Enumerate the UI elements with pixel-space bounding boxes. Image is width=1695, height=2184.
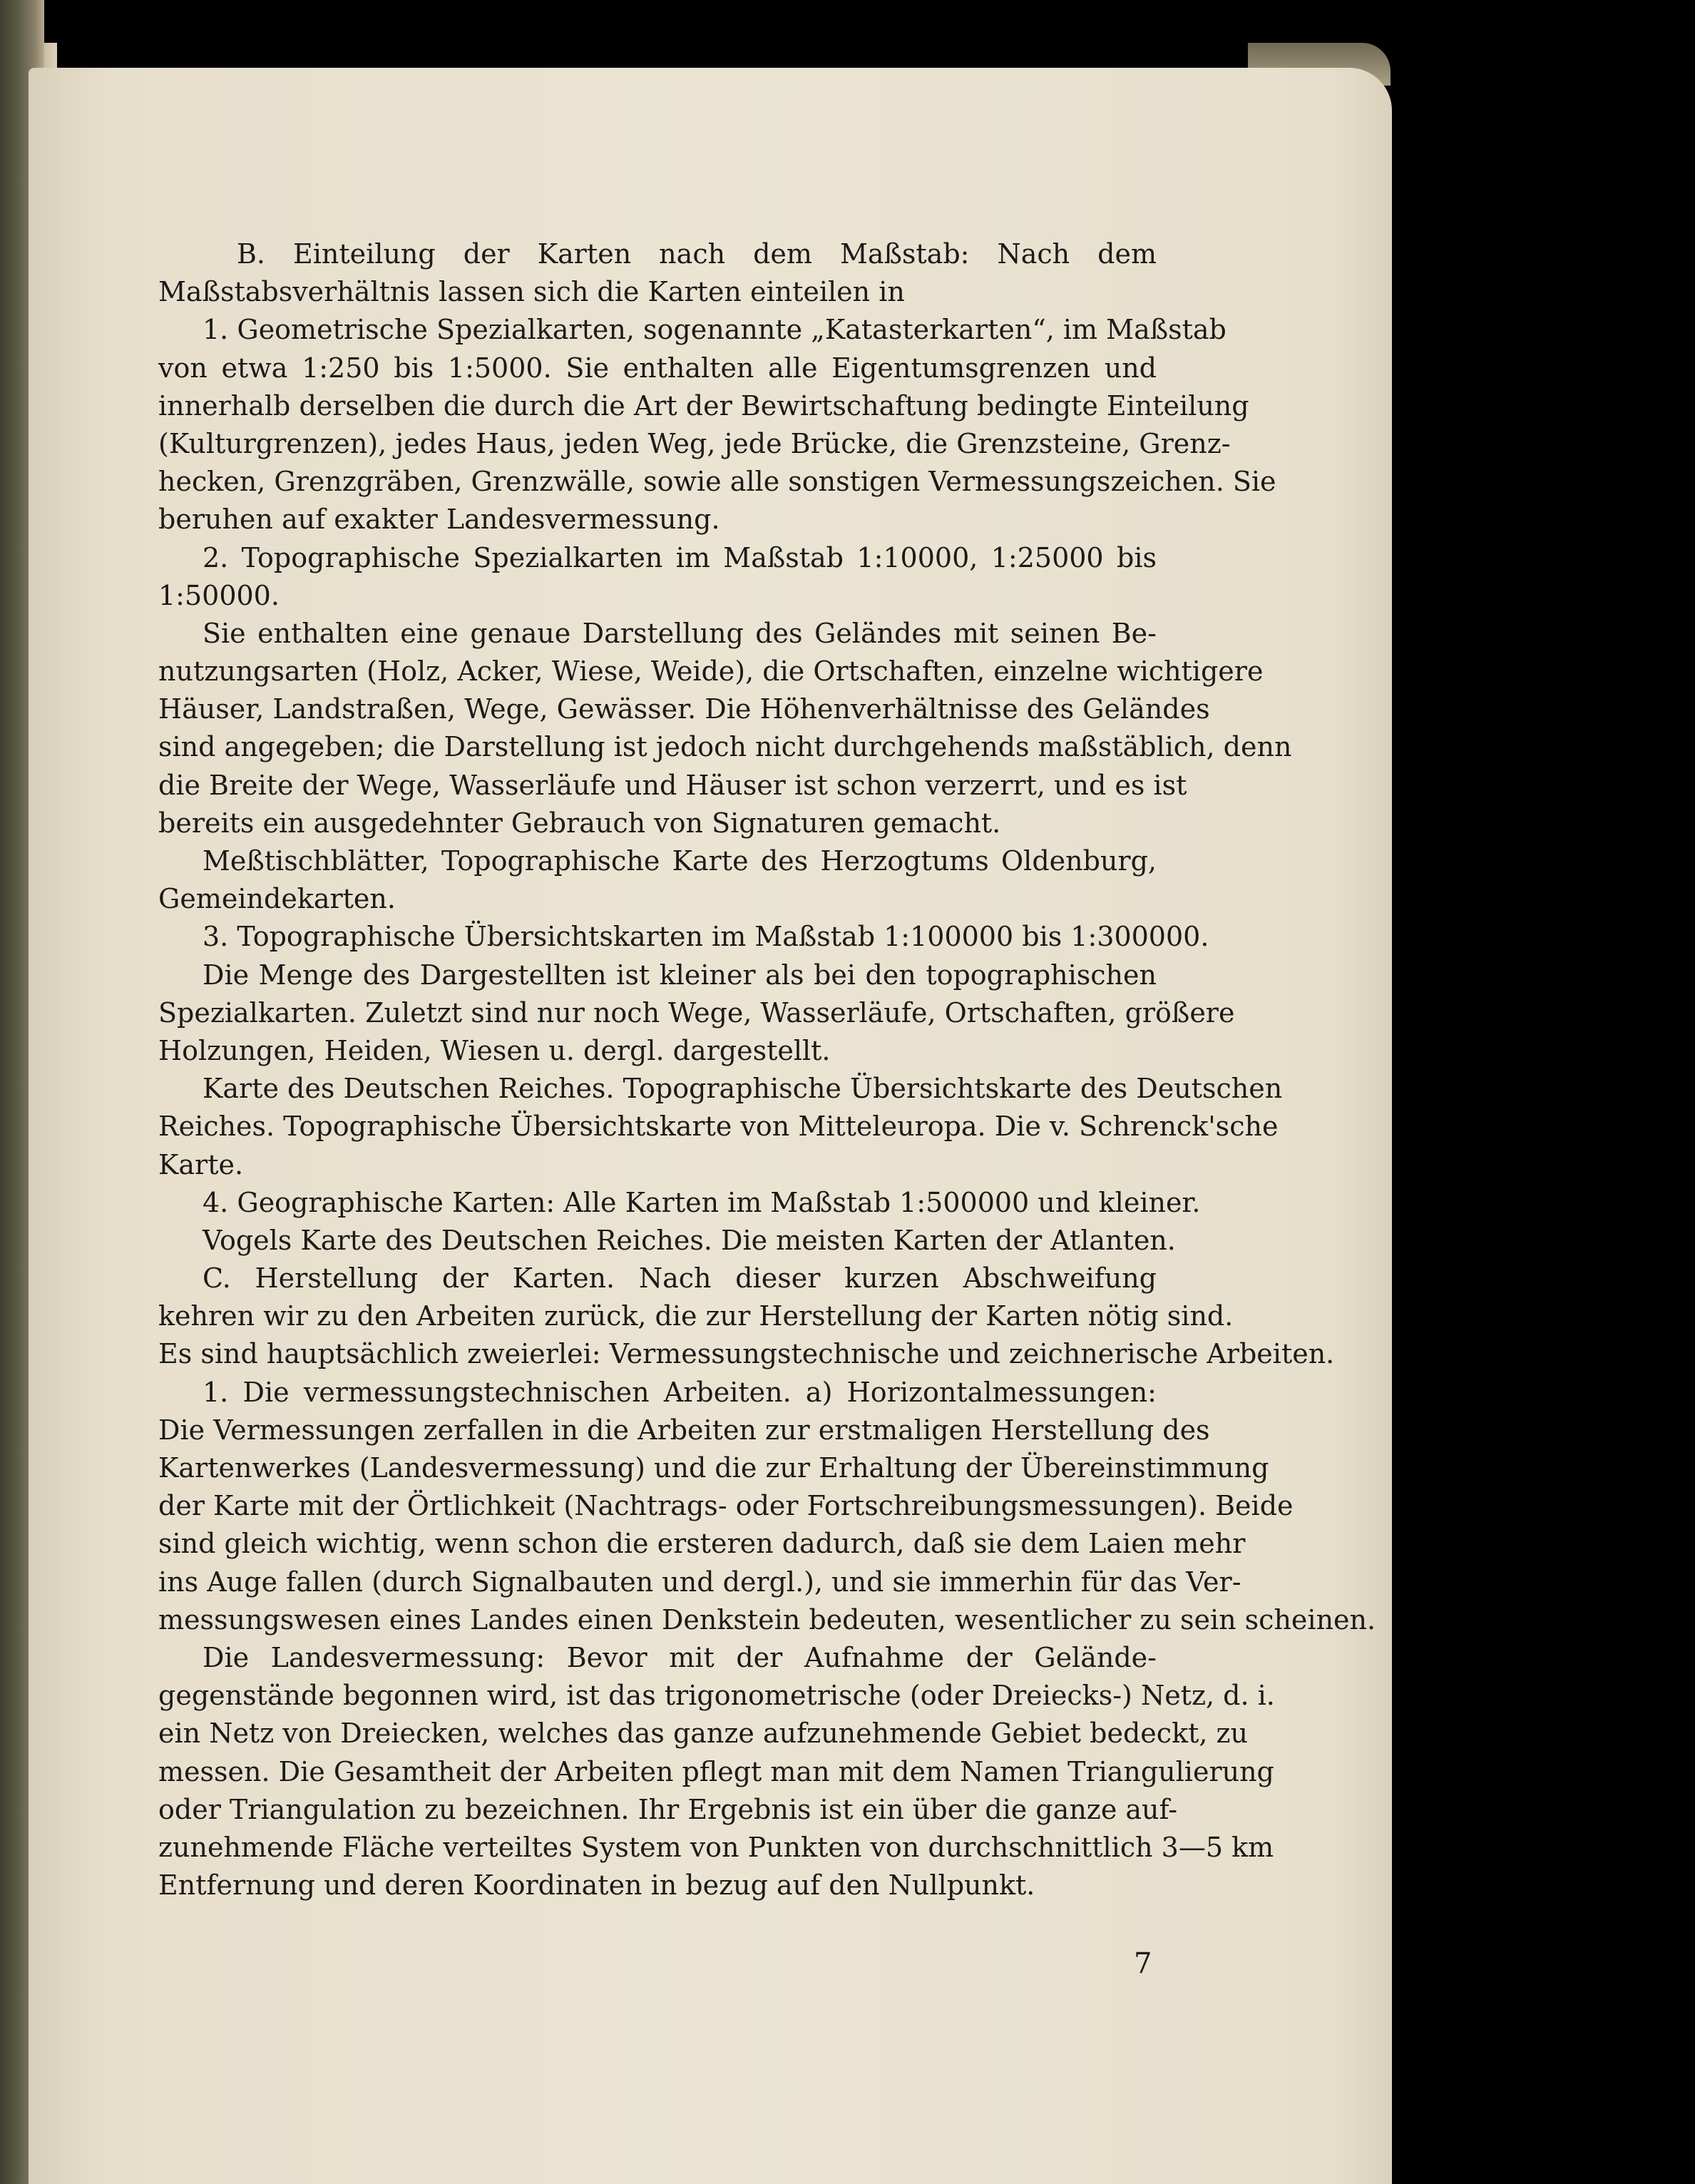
text-line: Die Landesvermessung: Bevor mit der Aufnahme der Gelände- [203, 1641, 1157, 1673]
text-line: Karte des Deutschen Reiches. Topographische Übersichtskarte des Deutschen [203, 1073, 1283, 1105]
text-line: ins Auge fallen (durch Signalbauten und dergl.), und sie immerhin für das Ver- [158, 1566, 1241, 1598]
text-line: zunehmende Fläche verteiltes System von Punkten von durchschnittlich 3—5 km [158, 1831, 1274, 1863]
text-line: 1. Die vermessungstechnischen Arbeiten. a) Horizontalmessungen: [203, 1376, 1157, 1408]
text-line: 1. Geometrische Spezialkarten, sogenannte „Katasterkarten“, im Maßstab [203, 314, 1227, 346]
text-line: gegenstände begonnen wird, ist das trigonometrische (oder Dreiecks-) Netz, d. i. [158, 1680, 1275, 1712]
text-line: Meßtischblätter, Topographische Karte des Herzogtums Oldenburg, [203, 845, 1157, 877]
text-line: hecken, Grenzgräben, Grenzwälle, sowie alle sonstigen Vermessungszeichen. Sie [158, 466, 1276, 498]
text-line: von etwa 1:250 bis 1:5000. Sie enthalten alle Eigentumsgrenzen und [158, 352, 1157, 384]
text-line: messungswesen eines Landes einen Denkstein bedeuten, wesentlicher zu sein scheinen. [158, 1603, 1376, 1636]
page-number: 7 [1134, 1947, 1152, 1980]
text-line: Entfernung und deren Koordinaten in bezug auf den Nullpunkt. [158, 1869, 1035, 1902]
text-line: sind angegeben; die Darstellung ist jedoch nicht durchgehends maßstäblich, denn [158, 731, 1292, 763]
text-line: ein Netz von Dreiecken, welches das ganze aufzunehmende Gebiet bedeckt, zu [158, 1718, 1249, 1750]
text-line: Reiches. Topographische Übersichtskarte von Mitteleuropa. Die v. Schrenck'sche [158, 1111, 1279, 1143]
text-line: Karte. [158, 1148, 244, 1180]
text-line: Maßstabsverhältnis lassen sich die Karten einteilen in [158, 276, 905, 308]
text-line: messen. Die Gesamtheit der Arbeiten pflegt man mit dem Namen Triangulierung [158, 1755, 1274, 1787]
text-line: beruhen auf exakter Landesvermessung. [158, 504, 720, 536]
text-line: innerhalb derselben die durch die Art der Bewirtschaftung bedingte Einteilung [158, 389, 1249, 422]
text-line: 2. Topographische Spezialkarten im Maßstab 1:10000, 1:25000 bis [203, 541, 1157, 573]
text-line: der Karte mit der Örtlichkeit (Nachtrags- oder Fortschreibungsmessungen). Beide [158, 1490, 1294, 1522]
text-line: 1:50000. [158, 579, 280, 611]
body-text [158, 235, 1376, 1904]
text-line: Spezialkarten. Zuletzt sind nur noch Wege, Wasserläufe, Ortschaften, größere [158, 996, 1235, 1029]
text-line: C. Herstellung der Karten. Nach dieser kurzen Abschweifung [203, 1262, 1157, 1295]
text-line: 3. Topographische Übersichtskarten im Maßstab 1:100000 bis 1:300000. [203, 921, 1209, 953]
text-line: Vogels Karte des Deutschen Reiches. Die meisten Karten der Atlanten. [203, 1224, 1176, 1256]
text-line: Holzungen, Heiden, Wiesen u. dergl. dargestellt. [158, 1034, 831, 1066]
text-line: Häuser, Landstraßen, Wege, Gewässer. Die Höhenverhältnisse des Geländes [158, 693, 1210, 725]
text-line: Kartenwerkes (Landesvermessung) und die zur Erhaltung der Übereinstimmung [158, 1452, 1269, 1484]
text-line: bereits ein ausgedehnter Gebrauch von Signaturen gemacht. [158, 807, 1001, 839]
text-line: kehren wir zu den Arbeiten zurück, die zur Herstellung der Karten nötig sind. [158, 1300, 1234, 1332]
text-line: Die Menge des Dargestellten ist kleiner als bei den topographischen [203, 959, 1157, 991]
text-line: nutzungsarten (Holz, Acker, Wiese, Weide), die Ortschaften, einzelne wichtigere [158, 655, 1264, 688]
text-line: Es sind hauptsächlich zweierlei: Vermessungstechnische und zeichnerische Arbeiten. [158, 1338, 1335, 1370]
text-line: oder Triangulation zu bezeichnen. Ihr Ergebnis ist ein über die ganze auf- [158, 1793, 1178, 1825]
text-line: die Breite der Wege, Wasserläufe und Häuser ist schon verzerrt, und es ist [158, 769, 1187, 801]
text-line: B. Einteilung der Karten nach dem Maßstab: Nach dem [237, 238, 1157, 270]
text-line: Die Vermessungen zerfallen in die Arbeiten zur erstmaligen Herstellung des [158, 1414, 1210, 1446]
text-line: (Kulturgrenzen), jedes Haus, jeden Weg, jede Brücke, die Grenzsteine, Grenz- [158, 427, 1231, 459]
text-line: Gemeindekarten. [158, 883, 396, 915]
text-line: sind gleich wichtig, wenn schon die ersteren dadurch, daß sie dem Laien mehr [158, 1528, 1246, 1560]
text-line: 4. Geographische Karten: Alle Karten im Maßstab 1:500000 und kleiner. [203, 1186, 1201, 1218]
text-line: Sie enthalten eine genaue Darstellung des Geländes mit seinen Be- [203, 617, 1157, 649]
